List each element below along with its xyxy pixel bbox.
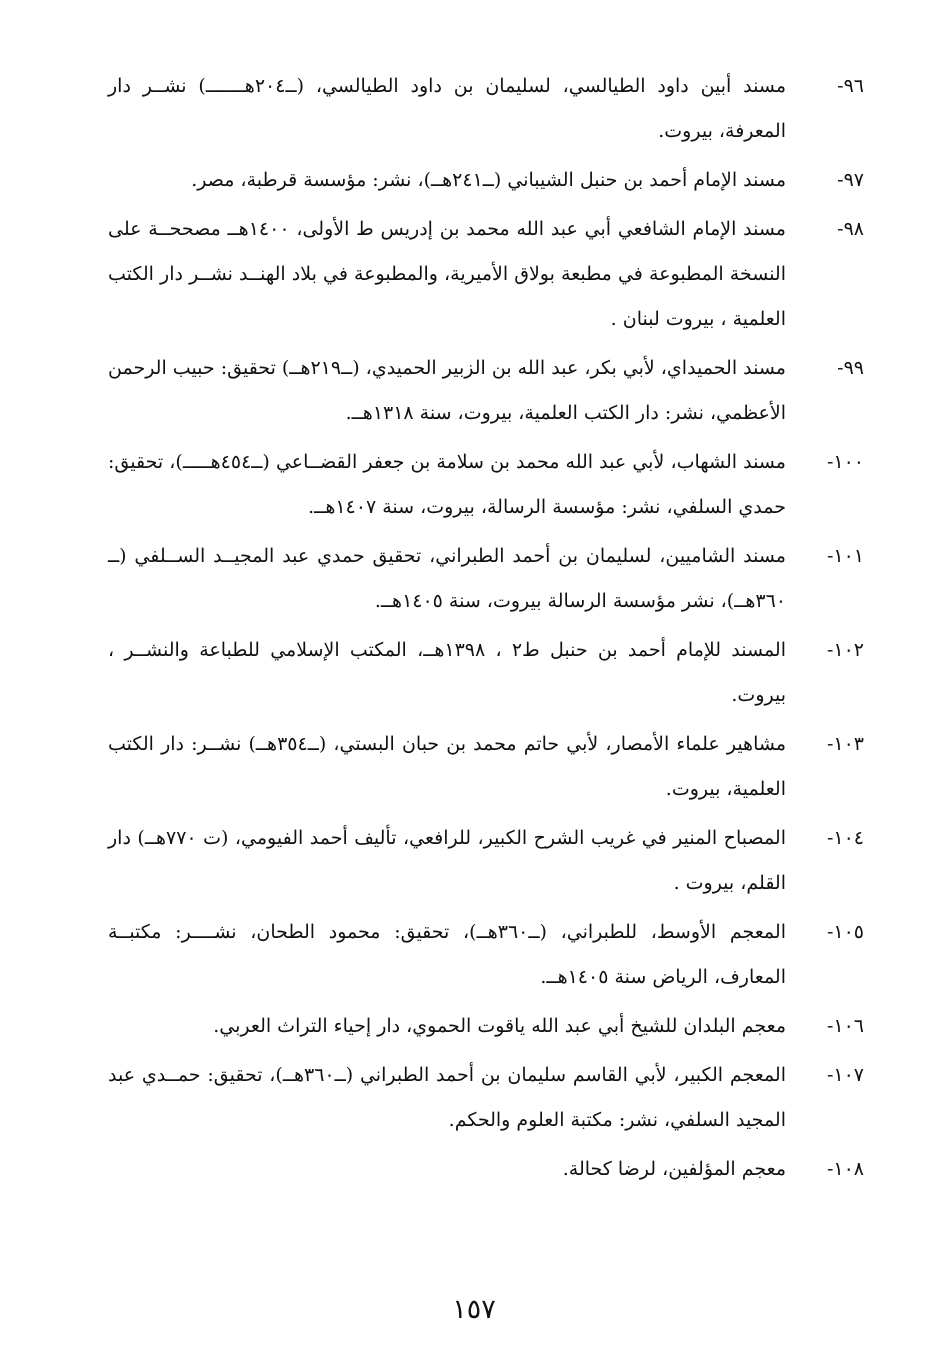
entry-text: مسند الحميداي، لأبي بكر، عبد الله بن الزبير الحميدي، (ــ٢١٩هــ) تحقيق: حبيب الرحمن الأعظمي، نشر: دار الكتب العلمية، بيروت، سنة ١٣١٨هــ. <box>108 357 786 424</box>
entry-text: المسند للإمام أحمد بن حنبل ط٢ ، ١٣٩٨هــ، المكتب الإسلامي للطباعة والنشــر ، بيروت. <box>108 639 786 706</box>
bibliography-entry <box>108 440 864 530</box>
bibliography-entry <box>108 64 864 154</box>
bibliography-list <box>108 64 864 1196</box>
entry-text: مسند الإمام الشافعي أبي عبد الله محمد بن إدريس ط الأولى، ١٤٠٠هــ مصححــة على النسخة المطبوعة في مطبعة بولاق الأميرية، والمطبوعة في بلاد الهنــد نشــر دار الكتب العلمية ، بيروت لبنان . <box>108 218 786 330</box>
entry-number: ٩٩- <box>837 357 864 379</box>
entry-number: ١٠٤- <box>826 827 864 849</box>
entry-text: مسند الإمام أحمد بن حنبل الشيباني (ــ٢٤١هــ)، نشر: مؤسسة قرطبة، مصر. <box>191 169 786 191</box>
entry-text: معجم البلدان للشيخ أبي عبد الله ياقوت الحموي، دار إحياء التراث العربي. <box>213 1015 786 1037</box>
bibliography-entry <box>108 158 864 203</box>
entry-number: ١٠٨- <box>826 1158 864 1180</box>
entry-text: مشاهير علماء الأمصار، لأبي حاتم محمد بن حبان البستي، (ــ٣٥٤هــ) نشــر: دار الكتب العلمية، بيروت. <box>108 733 786 800</box>
entry-text: المعجم الأوسط، للطبراني، (ــ٣٦٠هــ)، تحقيق: محمود الطحان، نشــــر: مكتبــة المعارف، الرياض سنة ١٤٠٥هــ. <box>108 921 786 988</box>
bibliography-entry <box>108 628 864 718</box>
entry-number: ١٠٧- <box>826 1064 864 1086</box>
bibliography-entry <box>108 207 864 342</box>
entry-number: ٩٧- <box>837 169 864 191</box>
bibliography-entry <box>108 1147 864 1192</box>
entry-text: مسند الشاميين، لسليمان بن أحمد الطبراني، تحقيق حمدي عبد المجيــد الســلفي (ــ ٣٦٠هــ)، نشر مؤسسة الرسالة بيروت، سنة ١٤٠٥هــ. <box>108 545 786 612</box>
entry-text: المعجم الكبير، لأبي القاسم سليمان بن أحمد الطبراني (ــ٣٦٠هــ)، تحقيق: حمــدي عبد المجيد السلفي، نشر: مكتبة العلوم والحكم. <box>108 1064 786 1131</box>
entry-number: ٩٨- <box>837 218 864 240</box>
entry-text: مسند الشهاب، لأبي عبد الله محمد بن سلامة بن جعفر القضــاعي (ــ٤٥٤هـــــ)، تحقيق: حمدي السلفي، نشر: مؤسسة الرسالة، بيروت، سنة ١٤٠٧هــ. <box>108 451 786 518</box>
entry-text: معجم المؤلفين، لرضا كحالة. <box>562 1158 786 1180</box>
entry-number: ١٠٥- <box>826 921 864 943</box>
entry-number: ١٠٦- <box>826 1015 864 1037</box>
bibliography-entry <box>108 1053 864 1143</box>
entry-text: المصباح المنير في غريب الشرح الكبير، للرافعي، تأليف أحمد الفيومي، (ت ٧٧٠هــ) دار القلم، بيروت . <box>108 827 786 894</box>
entry-number: ١٠٢- <box>826 639 864 661</box>
entry-number: ١٠١- <box>826 545 864 567</box>
bibliography-entry <box>108 722 864 812</box>
entry-text: مسند أبين داود الطيالسي، لسليمان بن داود الطيالسي، (ــ٢٠٤هـــــــ) نشــر دار المعرفة، بيروت. <box>108 75 786 142</box>
bibliography-entry <box>108 346 864 436</box>
entry-number: ٩٦- <box>837 75 864 97</box>
page-number: ١٥٧ <box>452 1294 496 1325</box>
bibliography-entry <box>108 910 864 1000</box>
entry-number: ١٠٣- <box>826 733 864 755</box>
bibliography-entry <box>108 534 864 624</box>
bibliography-entry <box>108 1004 864 1049</box>
bibliography-entry <box>108 816 864 906</box>
entry-number: ١٠٠- <box>826 451 864 473</box>
